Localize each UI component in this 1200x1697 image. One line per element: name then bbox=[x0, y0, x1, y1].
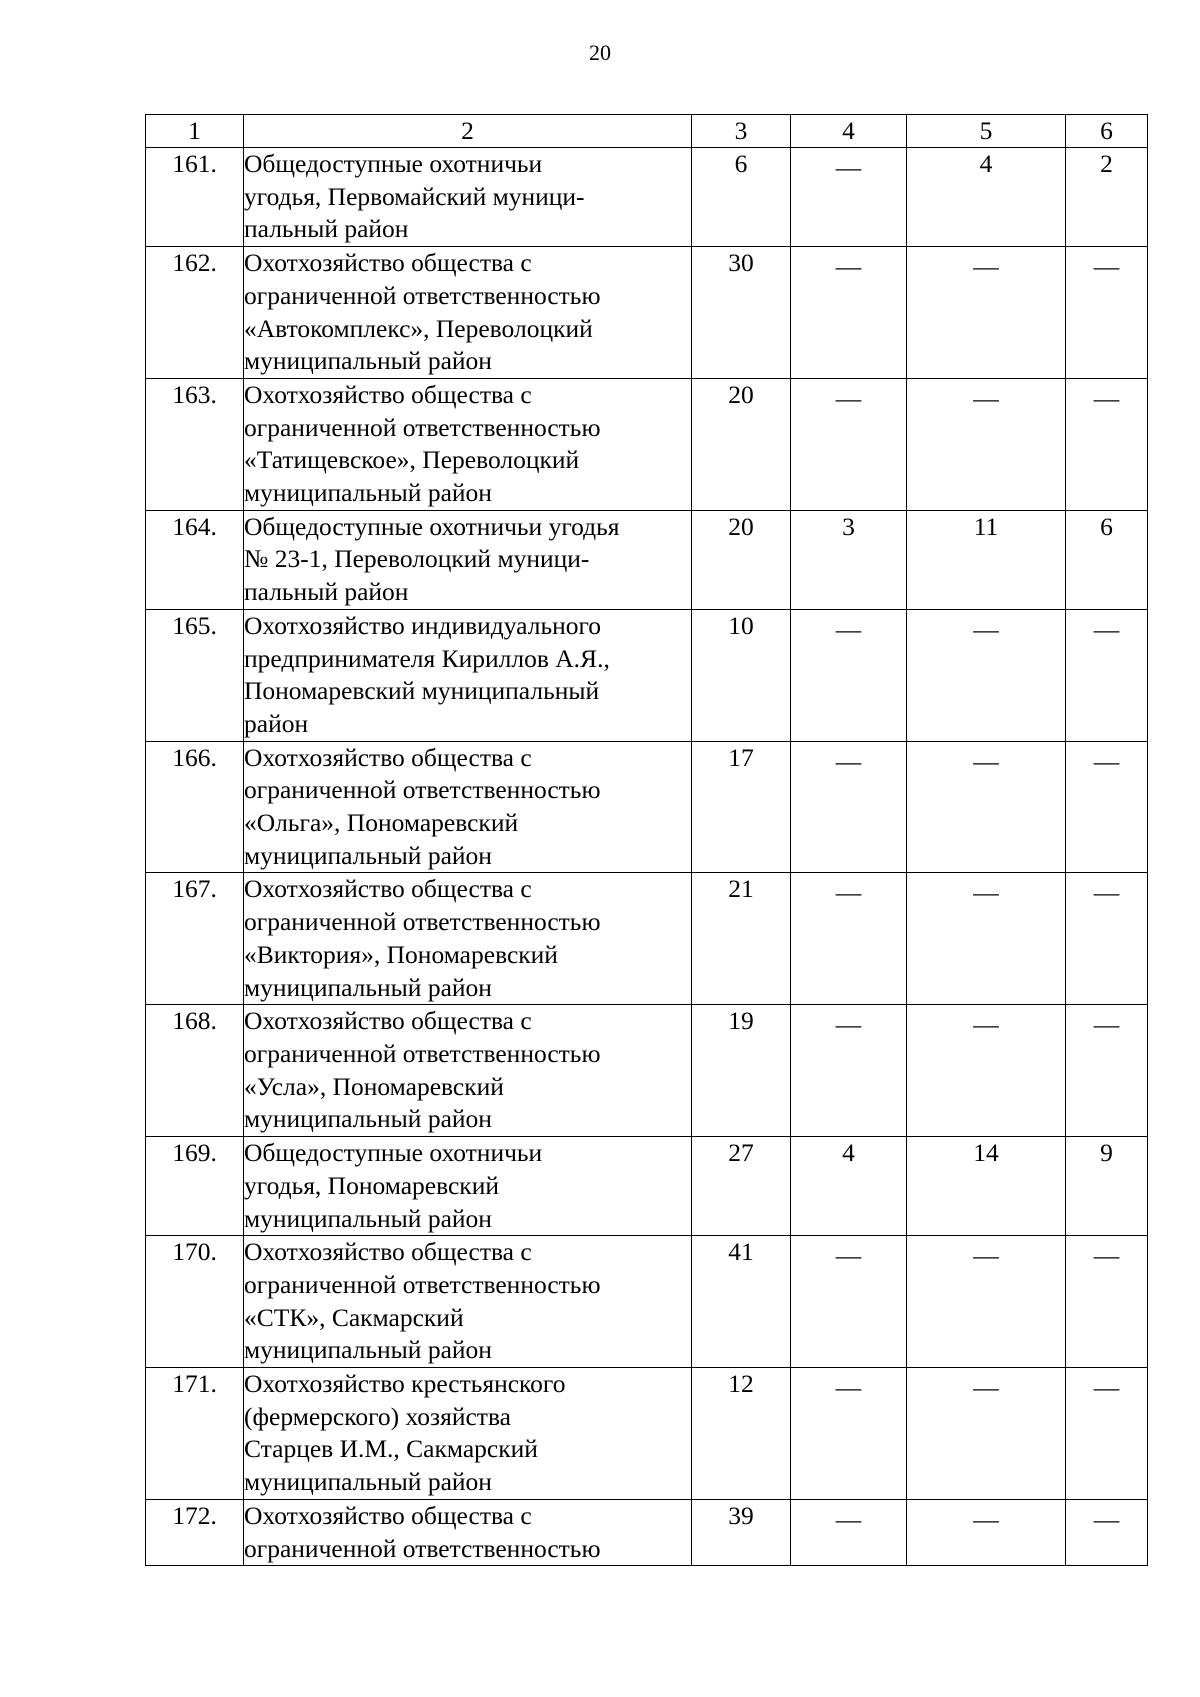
value-cell-col6: — bbox=[1066, 741, 1148, 873]
table-body bbox=[146, 148, 1148, 1566]
value-cell-col3: 20 bbox=[692, 510, 791, 609]
value-cell-col5: 11 bbox=[907, 510, 1066, 609]
name-line: «Татищевское», Переволоцкий bbox=[244, 445, 580, 475]
hunting-ground-name-cell bbox=[244, 510, 692, 609]
column-header-2: 2 bbox=[244, 115, 692, 148]
hunting-ground-name-cell bbox=[244, 873, 692, 1005]
column-header-4: 4 bbox=[791, 115, 907, 148]
hunting-grounds-table bbox=[145, 114, 1148, 1566]
row-number-cell: 163. bbox=[146, 378, 244, 510]
name-line: «СТК», Сакмарский bbox=[244, 1302, 464, 1332]
value-cell-col5: 4 bbox=[907, 148, 1066, 247]
row-number-cell: 171. bbox=[146, 1368, 244, 1500]
name-line: муниципальный район bbox=[244, 1335, 492, 1365]
row-number-cell: 169. bbox=[146, 1137, 244, 1236]
value-cell-col6: — bbox=[1066, 1499, 1148, 1565]
table-row bbox=[146, 378, 1148, 510]
value-cell-col6: — bbox=[1066, 1368, 1148, 1500]
name-line: ограниченной ответственностью bbox=[244, 1533, 601, 1563]
table-row bbox=[146, 873, 1148, 1005]
value-cell-col4: — bbox=[791, 247, 907, 379]
name-line: Охотхозяйство крестьянского bbox=[244, 1369, 566, 1399]
name-line: угодья, Первомайский муници- bbox=[244, 181, 585, 211]
name-line: Общедоступные охотничьи угодья bbox=[244, 511, 620, 541]
value-cell-col5: — bbox=[907, 873, 1066, 1005]
column-header-3: 3 bbox=[692, 115, 791, 148]
value-cell-col4: 3 bbox=[791, 510, 907, 609]
value-cell-col5: 14 bbox=[907, 1137, 1066, 1236]
hunting-ground-name-cell bbox=[244, 741, 692, 873]
value-cell-col4: — bbox=[791, 873, 907, 1005]
value-cell-col6: 9 bbox=[1066, 1137, 1148, 1236]
value-cell-col4: — bbox=[791, 1005, 907, 1137]
hunting-ground-name-cell bbox=[244, 1499, 692, 1565]
table-header-row bbox=[146, 115, 1148, 148]
name-line: ограниченной ответственностью bbox=[244, 1269, 601, 1299]
name-line: ограниченной ответственностью bbox=[244, 907, 601, 937]
value-cell-col6: — bbox=[1066, 873, 1148, 1005]
row-number-cell: 164. bbox=[146, 510, 244, 609]
value-cell-col5: — bbox=[907, 1368, 1066, 1500]
value-cell-col3: 6 bbox=[692, 148, 791, 247]
value-cell-col6: — bbox=[1066, 1236, 1148, 1368]
value-cell-col4: — bbox=[791, 148, 907, 247]
name-line: ограниченной ответственностью bbox=[244, 280, 601, 310]
name-line: Пономаревский муниципальный bbox=[244, 676, 600, 706]
value-cell-col3: 17 bbox=[692, 741, 791, 873]
hunting-ground-name-cell bbox=[244, 1236, 692, 1368]
table-row bbox=[146, 741, 1148, 873]
name-line: Охотхозяйство общества с bbox=[244, 1500, 532, 1530]
name-line: муниципальный район bbox=[244, 1104, 492, 1134]
name-line: ограниченной ответственностью bbox=[244, 412, 601, 442]
value-cell-col4: — bbox=[791, 741, 907, 873]
value-cell-col6: — bbox=[1066, 609, 1148, 741]
value-cell-col6: 2 bbox=[1066, 148, 1148, 247]
value-cell-col3: 27 bbox=[692, 1137, 791, 1236]
row-number-cell: 170. bbox=[146, 1236, 244, 1368]
value-cell-col6: — bbox=[1066, 378, 1148, 510]
table-row bbox=[146, 1005, 1148, 1137]
name-line: Общедоступные охотничьи bbox=[244, 149, 543, 178]
name-line: муниципальный район bbox=[244, 840, 492, 870]
column-header-5: 5 bbox=[907, 115, 1066, 148]
value-cell-col4: — bbox=[791, 1499, 907, 1565]
column-header-6: 6 bbox=[1066, 115, 1148, 148]
name-line: Охотхозяйство общества с bbox=[244, 742, 532, 772]
value-cell-col5: — bbox=[907, 378, 1066, 510]
value-cell-col5: — bbox=[907, 247, 1066, 379]
value-cell-col3: 20 bbox=[692, 378, 791, 510]
table-row bbox=[146, 148, 1148, 247]
table-row bbox=[146, 1368, 1148, 1500]
value-cell-col5: — bbox=[907, 741, 1066, 873]
row-number-cell: 162. bbox=[146, 247, 244, 379]
row-number-cell: 161. bbox=[146, 148, 244, 247]
name-line: Охотхозяйство общества с bbox=[244, 248, 532, 278]
row-number-cell: 172. bbox=[146, 1499, 244, 1565]
hunting-ground-name-cell bbox=[244, 378, 692, 510]
hunting-ground-name-cell bbox=[244, 1005, 692, 1137]
column-header-1: 1 bbox=[146, 115, 244, 148]
name-line: ограниченной ответственностью bbox=[244, 1038, 601, 1068]
name-line: Общедоступные охотничьи bbox=[244, 1138, 543, 1168]
name-line: пальный район bbox=[244, 214, 409, 244]
value-cell-col5: — bbox=[907, 1499, 1066, 1565]
name-line: (фермерского) хозяйства bbox=[244, 1401, 511, 1431]
value-cell-col5: — bbox=[907, 1005, 1066, 1137]
hunting-ground-name-cell bbox=[244, 609, 692, 741]
row-number-cell: 166. bbox=[146, 741, 244, 873]
name-line: муниципальный район bbox=[244, 478, 492, 508]
name-line: «Виктория», Пономаревский bbox=[244, 939, 558, 969]
value-cell-col3: 21 bbox=[692, 873, 791, 1005]
name-line: ограниченной ответственностью bbox=[244, 775, 601, 805]
hunting-ground-name-cell bbox=[244, 247, 692, 379]
name-line: «Автокомплекс», Переволоцкий bbox=[244, 313, 593, 343]
table-row bbox=[146, 247, 1148, 379]
value-cell-col6: 6 bbox=[1066, 510, 1148, 609]
value-cell-col3: 30 bbox=[692, 247, 791, 379]
name-line: муниципальный район bbox=[244, 346, 492, 376]
name-line: Охотхозяйство общества с bbox=[244, 1237, 532, 1267]
value-cell-col4: — bbox=[791, 378, 907, 510]
value-cell-col3: 12 bbox=[692, 1368, 791, 1500]
value-cell-col4: — bbox=[791, 1368, 907, 1500]
name-line: муниципальный район bbox=[244, 1203, 492, 1233]
name-line: Охотхозяйство общества с bbox=[244, 874, 532, 904]
value-cell-col5: — bbox=[907, 609, 1066, 741]
row-number-cell: 165. bbox=[146, 609, 244, 741]
value-cell-col3: 10 bbox=[692, 609, 791, 741]
value-cell-col4: — bbox=[791, 609, 907, 741]
value-cell-col6: — bbox=[1066, 1005, 1148, 1137]
name-line: Охотхозяйство общества с bbox=[244, 1006, 532, 1036]
value-cell-col3: 19 bbox=[692, 1005, 791, 1137]
name-line: район bbox=[244, 708, 309, 738]
name-line: пальный район bbox=[244, 577, 409, 607]
table-row bbox=[146, 1137, 1148, 1236]
table-row bbox=[146, 609, 1148, 741]
table-row bbox=[146, 1236, 1148, 1368]
name-line: муниципальный район bbox=[244, 1467, 492, 1497]
hunting-ground-name-cell bbox=[244, 1137, 692, 1236]
page-number: 20 bbox=[589, 40, 611, 65]
value-cell-col4: — bbox=[791, 1236, 907, 1368]
row-number-cell: 167. bbox=[146, 873, 244, 1005]
name-line: Старцев И.М., Сакмарский bbox=[244, 1434, 538, 1464]
hunting-ground-name-cell bbox=[244, 148, 692, 247]
name-line: угодья, Пономаревский bbox=[244, 1170, 499, 1200]
value-cell-col3: 39 bbox=[692, 1499, 791, 1565]
row-number-cell: 168. bbox=[146, 1005, 244, 1137]
name-line: предпринимателя Кириллов А.Я., bbox=[244, 643, 610, 673]
name-line: Охотхозяйство общества с bbox=[244, 379, 532, 409]
name-line: Охотхозяйство индивидуального bbox=[244, 610, 602, 640]
hunting-ground-name-cell bbox=[244, 1368, 692, 1500]
value-cell-col3: 41 bbox=[692, 1236, 791, 1368]
value-cell-col4: 4 bbox=[791, 1137, 907, 1236]
name-line: «Ольга», Пономаревский bbox=[244, 808, 519, 838]
name-line: № 23-1, Переволоцкий муници- bbox=[244, 544, 590, 574]
name-line: муниципальный район bbox=[244, 972, 492, 1002]
table-row bbox=[146, 1499, 1148, 1565]
value-cell-col5: — bbox=[907, 1236, 1066, 1368]
name-line: «Усла», Пономаревский bbox=[244, 1071, 504, 1101]
value-cell-col6: — bbox=[1066, 247, 1148, 379]
table-row bbox=[146, 510, 1148, 609]
